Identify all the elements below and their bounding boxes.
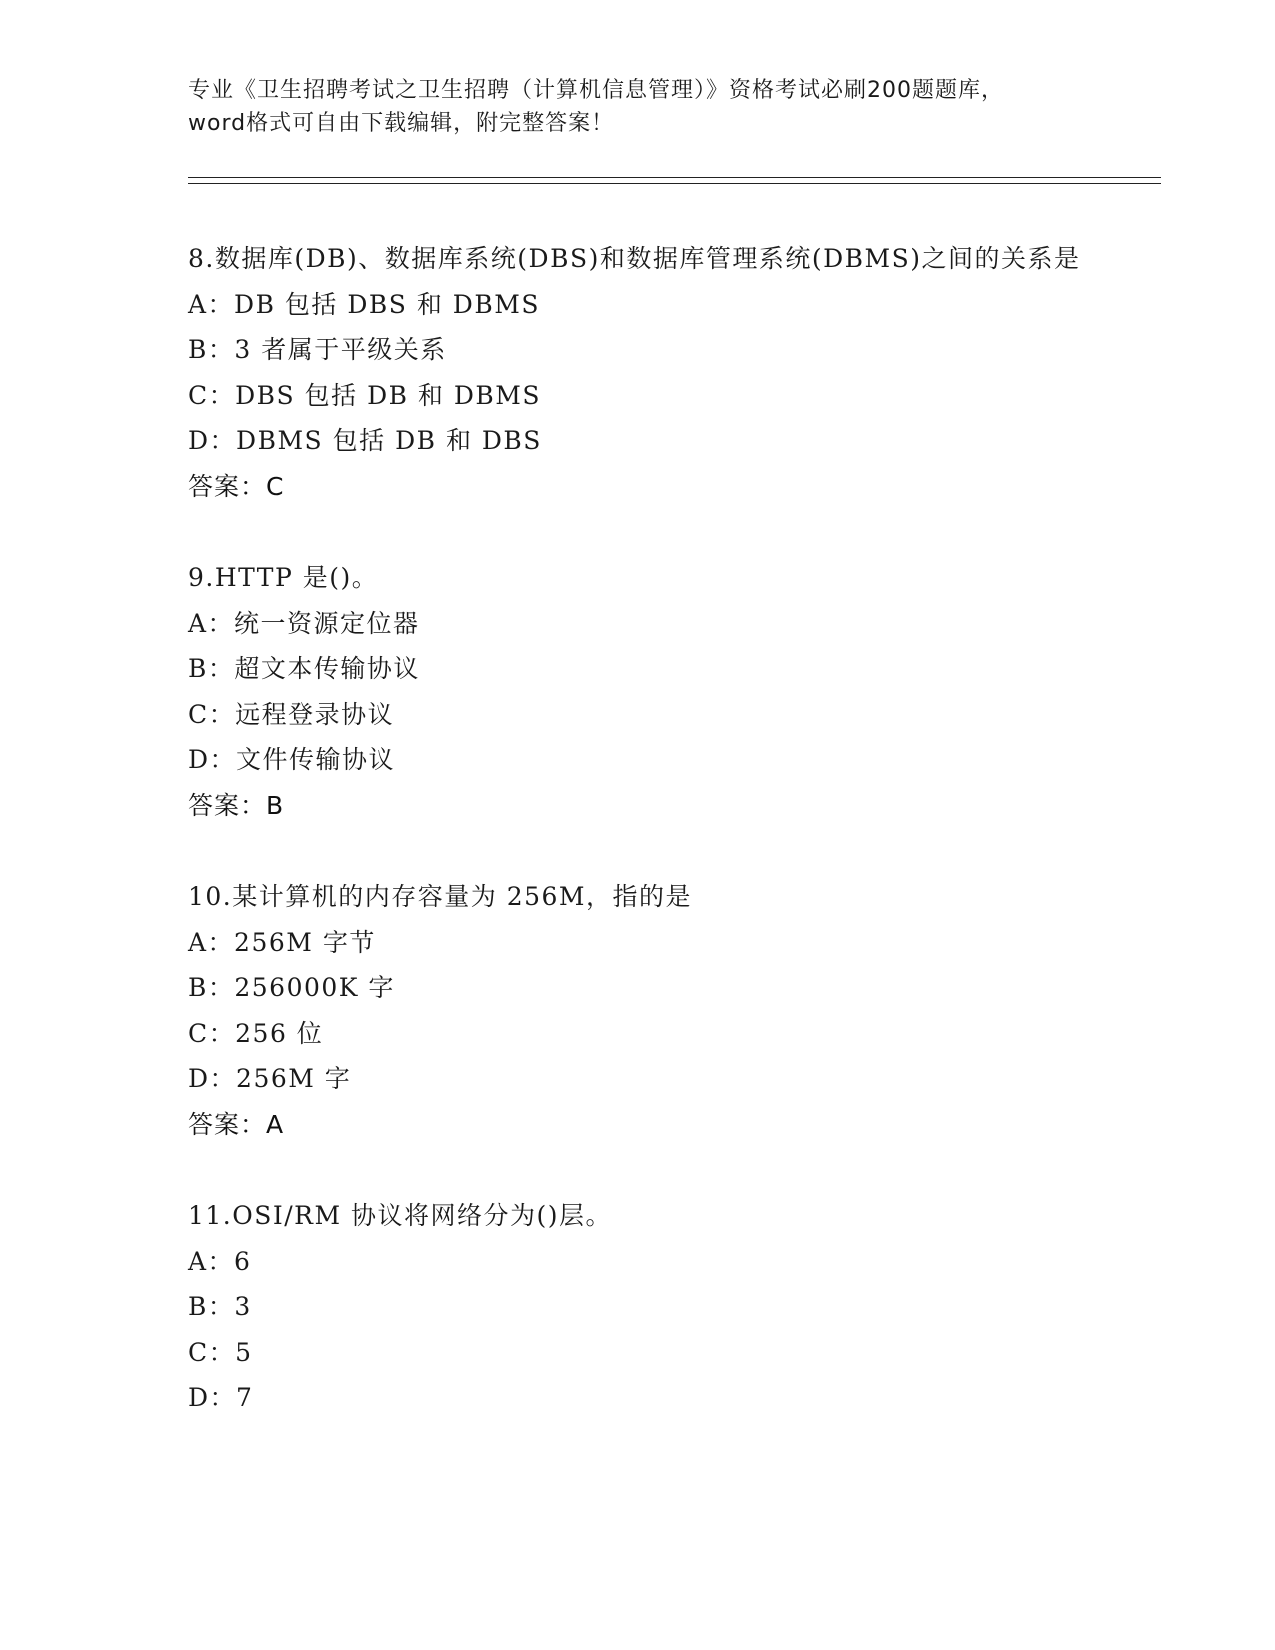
header-divider-top bbox=[188, 177, 1161, 178]
question-stem: 10.某计算机的内存容量为 256M，指的是 bbox=[188, 882, 693, 911]
answer-line: 答案：A bbox=[188, 1109, 285, 1139]
option-b: B：超文本传输协议 bbox=[188, 654, 420, 683]
option-b: B：3 者属于平级关系 bbox=[188, 335, 447, 364]
option-d: D：DBMS 包括 DB 和 DBS bbox=[188, 426, 542, 455]
option-b: B：3 bbox=[188, 1292, 252, 1321]
header-title-line-2: word格式可自由下载编辑，附完整答案！ bbox=[188, 111, 615, 136]
answer-line: 答案：B bbox=[188, 790, 285, 820]
option-a: A：256M 字节 bbox=[188, 927, 376, 957]
header-title-line-1: 专业《卫生招聘考试之卫生招聘（计算机信息管理）》资格考试必刷200题题库， bbox=[188, 78, 1004, 103]
option-a: A：统一资源定位器 bbox=[188, 608, 420, 638]
question-stem: 9.HTTP 是()。 bbox=[188, 563, 379, 592]
document-header bbox=[188, 74, 1088, 140]
question-10 bbox=[188, 874, 1148, 1147]
question-stem: 8.数据库(DB)、数据库系统(DBS)和数据库管理系统(DBMS)之间的关系是 bbox=[188, 244, 1081, 273]
option-c: C：5 bbox=[188, 1337, 253, 1367]
answer-line: 答案：C bbox=[188, 471, 285, 501]
option-b: B：256000K 字 bbox=[188, 973, 395, 1002]
header-divider-bottom bbox=[188, 183, 1161, 184]
question-stem: 11.OSI/RM 协议将网络分为()层。 bbox=[188, 1201, 613, 1230]
question-8 bbox=[188, 236, 1148, 509]
option-c: C：远程登录协议 bbox=[188, 699, 395, 729]
option-d: D：文件传输协议 bbox=[188, 745, 396, 774]
option-c: C：256 位 bbox=[188, 1018, 324, 1048]
option-a: A：DB 包括 DBS 和 DBMS bbox=[188, 289, 540, 319]
question-list bbox=[188, 236, 1148, 1467]
option-c: C：DBS 包括 DB 和 DBMS bbox=[188, 380, 542, 410]
option-d: D：256M 字 bbox=[188, 1064, 352, 1093]
option-d: D：7 bbox=[188, 1383, 254, 1412]
option-a: A：6 bbox=[188, 1246, 252, 1276]
question-9 bbox=[188, 555, 1148, 828]
question-11 bbox=[188, 1193, 1148, 1421]
